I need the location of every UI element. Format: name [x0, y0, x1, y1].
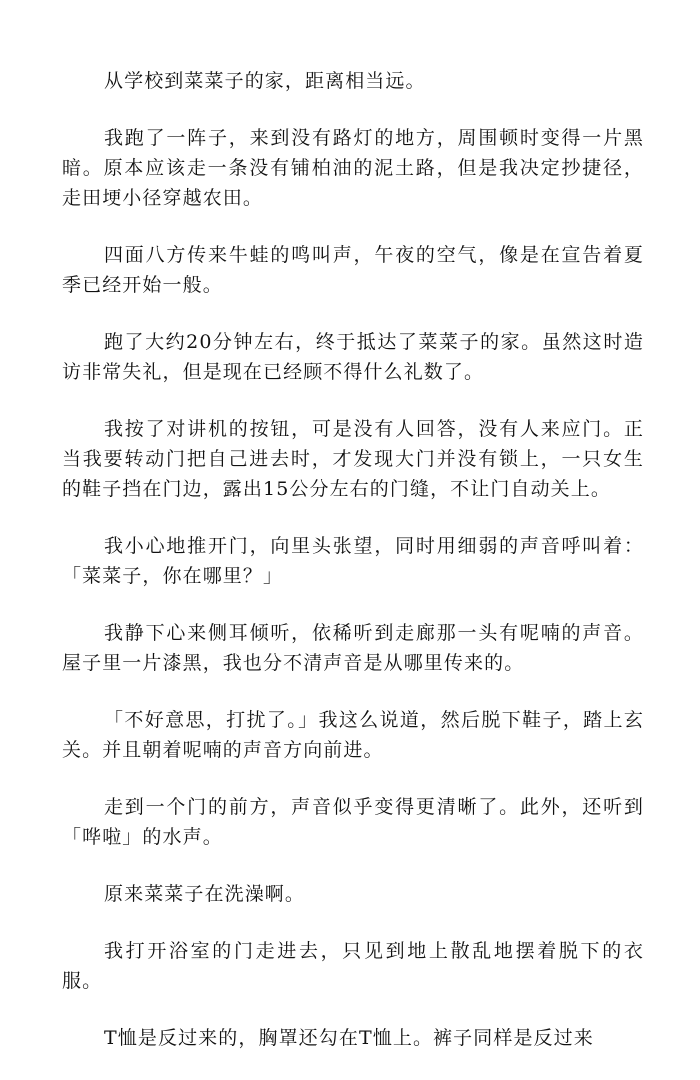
- paragraph: 走到一个门的前方，声音似乎变得更清晰了。此外，还听到「哗啦」的水声。: [62, 796, 644, 848]
- paragraph: 我打开浴室的门走进去，只见到地上散乱地摆着脱下的衣服。: [62, 940, 644, 992]
- paragraph: 我跑了一阵子，来到没有路灯的地方，周围顿时变得一片黑暗。原本应该走一条没有铺柏油的泥土路，但是我决定抄捷径，走田埂小径穿越农田。: [62, 127, 644, 209]
- paragraph: 我小心地推开门，向里头张望，同时用细弱的声音呼叫着：「菜菜子，你在哪里？」: [62, 535, 644, 587]
- paragraph: 原来菜菜子在洗澡啊。: [104, 883, 306, 905]
- paragraph: 从学校到菜菜子的家，距离相当远。: [104, 70, 426, 92]
- paragraph: 我按了对讲机的按钮，可是没有人回答，没有人来应门。正当我要转动门把自己进去时，才发现大门并没有锁上，一只女生的鞋子挡在门边，露出15公分左右的门缝，不让门自动关上。: [62, 418, 644, 500]
- paragraph: T恤是反过来的，胸罩还勾在T恤上。裤子同样是反过来: [104, 1027, 594, 1049]
- paragraph: 我静下心来侧耳倾听，依稀听到走廊那一头有呢喃的声音。屋子里一片漆黑，我也分不清声音是从哪里传来的。: [62, 622, 644, 674]
- paragraph: 跑了大约20分钟左右，终于抵达了菜菜子的家。虽然这时造访非常失礼，但是现在已经顾不得什么礼数了。: [62, 331, 644, 383]
- paragraph: 四面八方传来牛蛙的鸣叫声，午夜的空气，像是在宣告着夏季已经开始一般。: [62, 244, 644, 296]
- paragraph: 「不好意思，打扰了。」我这么说道，然后脱下鞋子，踏上玄关。并且朝着呢喃的声音方向前进。: [62, 709, 644, 761]
- text-page: [62, 66, 644, 1080]
